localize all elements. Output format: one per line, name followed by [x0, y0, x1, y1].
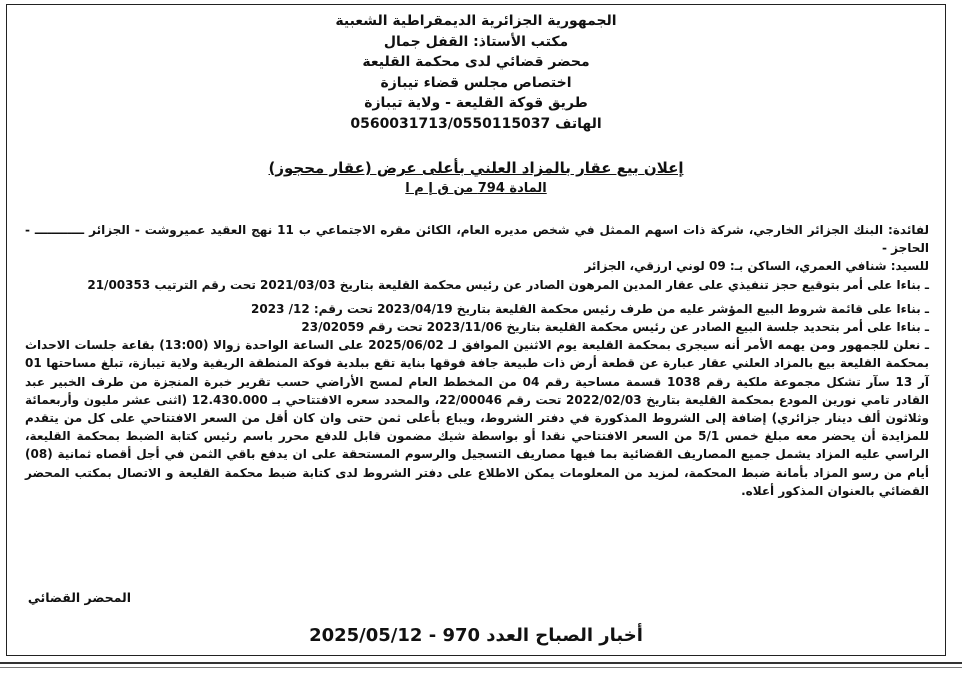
announcement-frame — [6, 4, 946, 656]
debtor-paragraph: للسيد: شنافي العمري، الساكن بـ: 09 لوني ارزقي، الجزائر — [584, 259, 929, 274]
letterhead-address: طريق قوكة القليعة - ولاية تيبازة — [364, 95, 588, 111]
title-article: المادة 794 من ق إ م ا — [405, 181, 547, 196]
bottom-divider — [0, 662, 962, 664]
auction-notice-paragraph: ـ نعلن للجمهور ومن يهمه الأمر أنه سيجرى بمحكمة القليعة يوم الاثنين الموافق لـ 2025/06/02 على الساعة الواحدة زوالا (13:00) بقاعة جلسات الاحداث بمحكمة القليعة بيع بالمزاد العلني عقار عبارة عن قطعة أرض ذات طبيعة جافة فوقها بناية تقع ببلدية فوكة المنطقة الريفية ولاية تيبازة، تبلغ مساحتها 01 آر 13 سآر تشكل مجموعة ملكية رقم 1038 قسمة مساحية رقم 04 من المخطط العام لمسح الأراضي حسب تقرير خبرة المنجزة من طرف الخبير عبد القادر تامي نورين المودع بمحكمة القليعة بتاريخ 2022/02/03 تحت رقم 22/00046، والمحدد سعره الافتتاحي بـ 12.430.000 (اثنى عشر مليون وأربعمائة وثلاثون ألف دينار جزائري) إضافة إلى الشروط المذكورة في دفتر الشروط، ويباع بأعلى ثمن حتى وان كان أقل من السعر الافتتاحي على كل من يتقدم للمزايدة أن يحضر معه مبلغ خمس 5/1 من السعر الافتتاحي نقدا أو بواسطة شيك مضمون قابل للدفع محرر باسم رئيس كتابة الضبط بمحكمة القليعة، الراسي عليه المزاد يشمل جميع المصاريف القضائية بما فيها مصاريف التسجيل والرسوم المستحقة على ان يدفع باقي الثمن في أجل أقصاه ثمانية (08) أيام من رسو المزاد بأمانة ضبط المحكمة، لمزيد من المعلومات يمكن الاطلاع على دفتر الشروط لدى كتابة ضبط محكمة القليعة و الاتصال بمكتب المحضر القضائي بالعنوان المذكور أعلاه. — [25, 338, 930, 498]
announcement-body — [25, 221, 929, 500]
letterhead-jurisdiction: اختصاص مجلس قضاء تيبازة — [380, 74, 572, 91]
letterhead-phone: الهاتف 0560031713/0550115037 — [350, 115, 602, 132]
letterhead-republic: الجمهورية الجزائرية الديمقراطية الشعبية — [335, 13, 617, 29]
title-main: إعلان بيع عقار بالمزاد العلني بأعلى عرض (عقار محجوز) — [268, 159, 684, 177]
announcement-title — [7, 157, 945, 199]
letterhead-office: مكتب الأستاذ: القفل جمال — [383, 33, 569, 50]
letterhead — [7, 11, 945, 134]
beneficiary-paragraph: لفائدة: البنك الجزائر الخارجي، شركة ذات اسهم الممثل في شخص مديره العام، الكائن مقره الاجتماعي ب 11 نهج العقيد عميروشت - الجزائر ــــــــــــ - الحاجز - — [25, 223, 929, 256]
letterhead-bailiff: محضر قضائي لدى محكمة القليعة — [362, 54, 590, 70]
newspaper-footer: أخبار الصباح العدد 970 - 2025/05/12 — [309, 625, 643, 646]
seizure-order-paragraph: ـ بناءا على أمر بتوقيع حجز تنفيذي على عقار المدين المرهون الصادر عن رئيس محكمة القليعة بتاريخ 2021/03/03 تحت رقم الترتيب 21/00353 — [87, 277, 929, 292]
conditions-list-paragraph: ـ بناءا على قائمة شروط البيع المؤشر عليه من طرف رئيس محكمة القليعة بتاريخ 2023/04/19 تحت رقم: 12/ 2023 — [251, 301, 929, 316]
session-order-paragraph: ـ بناءا على أمر بتحديد جلسة البيع الصادر عن رئيس محكمة القليعة بتاريخ 2023/11/06 تحت رقم 23/02059 — [301, 320, 929, 335]
bottom-divider-thin — [0, 667, 962, 668]
signature-bailiff: المحضر القضائي — [27, 590, 131, 605]
